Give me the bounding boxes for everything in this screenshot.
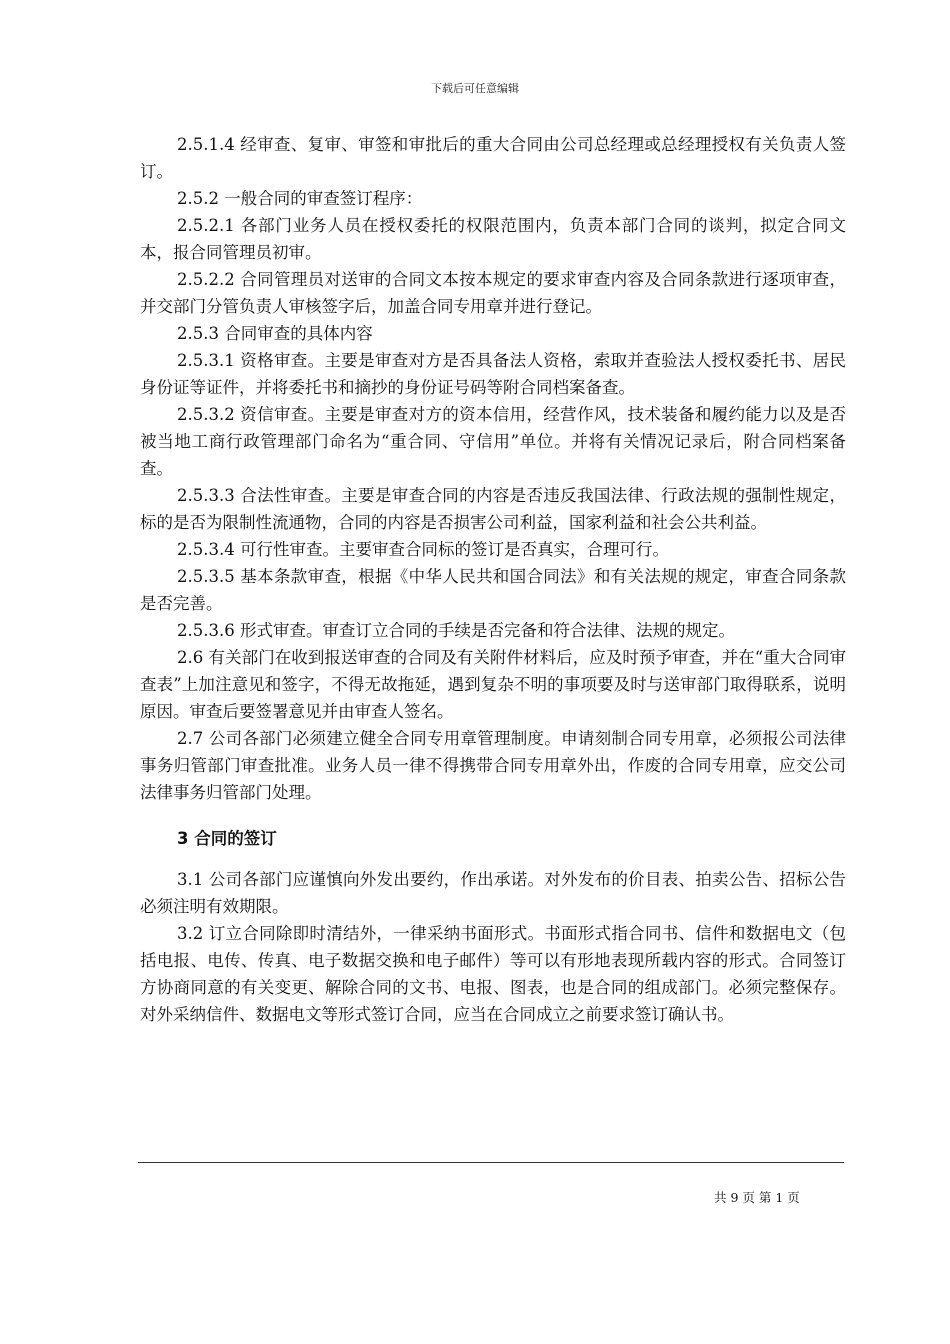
paragraph-2-5-3-6: 2.5.3.6 形式审查。审查订立合同的手续是否完备和符合法律、法规的规定。 [177, 621, 735, 640]
paragraph-2-5-3-4: 2.5.3.4 可行性审查。主要审查合同标的签订是否真实，合理可行。 [177, 540, 669, 559]
paragraph-2-5-3-1: 2.5.3.1 资格审查。主要是审查对方是否具备法人资格，索取并查验法人授权委托书、居民身份证等证件，并将委托书和摘抄的身份证号码等附合同档案备查。 [140, 351, 846, 397]
paragraph-2-5-1-4: 2.5.1.4 经审查、复审、审签和审批后的重大合同由公司总经理或总经理授权有关负责人签订。 [140, 135, 846, 181]
footer-divider [138, 1162, 844, 1163]
paragraph-2-5-3-5: 2.5.3.5 基本条款审查，根据《中华人民共和国合同法》和有关法规的规定，审查合同条款是否完善。 [140, 567, 846, 613]
paragraph-2-7: 2.7 公司各部门必须建立健全合同专用章管理制度。申请刻制合同专用章，必须报公司法律事务归管部门审查批准。业务人员一律不得携带合同专用章外出，作废的合同专用章，应交公司法律事务归管部门处理。 [140, 729, 846, 802]
paragraph-2-5-2-1: 2.5.2.1 各部门业务人员在授权委托的权限范围内，负责本部门合同的谈判，拟定合同文本，报合同管理员初审。 [140, 216, 846, 262]
paragraph-2-5-2: 2.5.2 一般合同的审查签订程序： [177, 189, 423, 208]
paragraph-2-5-2-2: 2.5.2.2 合同管理员对送审的合同文本按本规定的要求审查内容及合同条款进行逐项审查，并交部门分管负责人审核签字后，加盖合同专用章并进行登记。 [140, 270, 846, 316]
paragraph-2-5-3-3: 2.5.3.3 合法性审查。主要是审查合同的内容是否违反我国法律、行政法规的强制性规定，标的是否为限制性流通物，合同的内容是否损害公司利益，国家利益和社会公共利益。 [140, 486, 846, 532]
header-note: 下载后可任意编辑 [431, 82, 519, 95]
paragraph-2-6: 2.6 有关部门在收到报送审查的合同及有关附件材料后，应及时预予审查，并在“重大合同审查表”上加注意见和签字，不得无故拖延，遇到复杂不明的事项要及时与送审部门取得联系，说明原因。审查后要签署意见并由审查人签名。 [140, 648, 846, 721]
paragraph-3-2: 3.2 订立合同除即时清结外，一律采纳书面形式。书面形式指合同书、信件和数据电文（包括电报、电传、传真、电子数据交换和电子邮件）等可以有形地表现所载内容的形式。合同签订方协商同意的有关变更、解除合同的文书、电报、图表，也是合同的组成部门。必须完整保存。对外采纳信件、数据电文等形式签订合同，应当在合同成立之前要求签订确认书。 [140, 924, 846, 1024]
page-number: 共 9 页 第 1 页 [714, 1190, 800, 1205]
paragraph-2-5-3-2: 2.5.3.2 资信审查。主要是审查对方的资本信用，经营作风，技术装备和履约能力以及是否被当地工商行政管理部门命名为“重合同、守信用”单位。并将有关情况记录后，附合同档案备查。 [140, 405, 846, 478]
paragraph-3-1: 3.1 公司各部门应谨慎向外发出要约，作出承诺。对外发布的价目表、拍卖公告、招标公告必须注明有效期限。 [140, 870, 846, 916]
paragraph-2-5-3: 2.5.3 合同审查的具体内容 [177, 324, 373, 343]
section-heading: 3 合同的签订 [177, 829, 277, 848]
document-body [140, 131, 846, 1028]
